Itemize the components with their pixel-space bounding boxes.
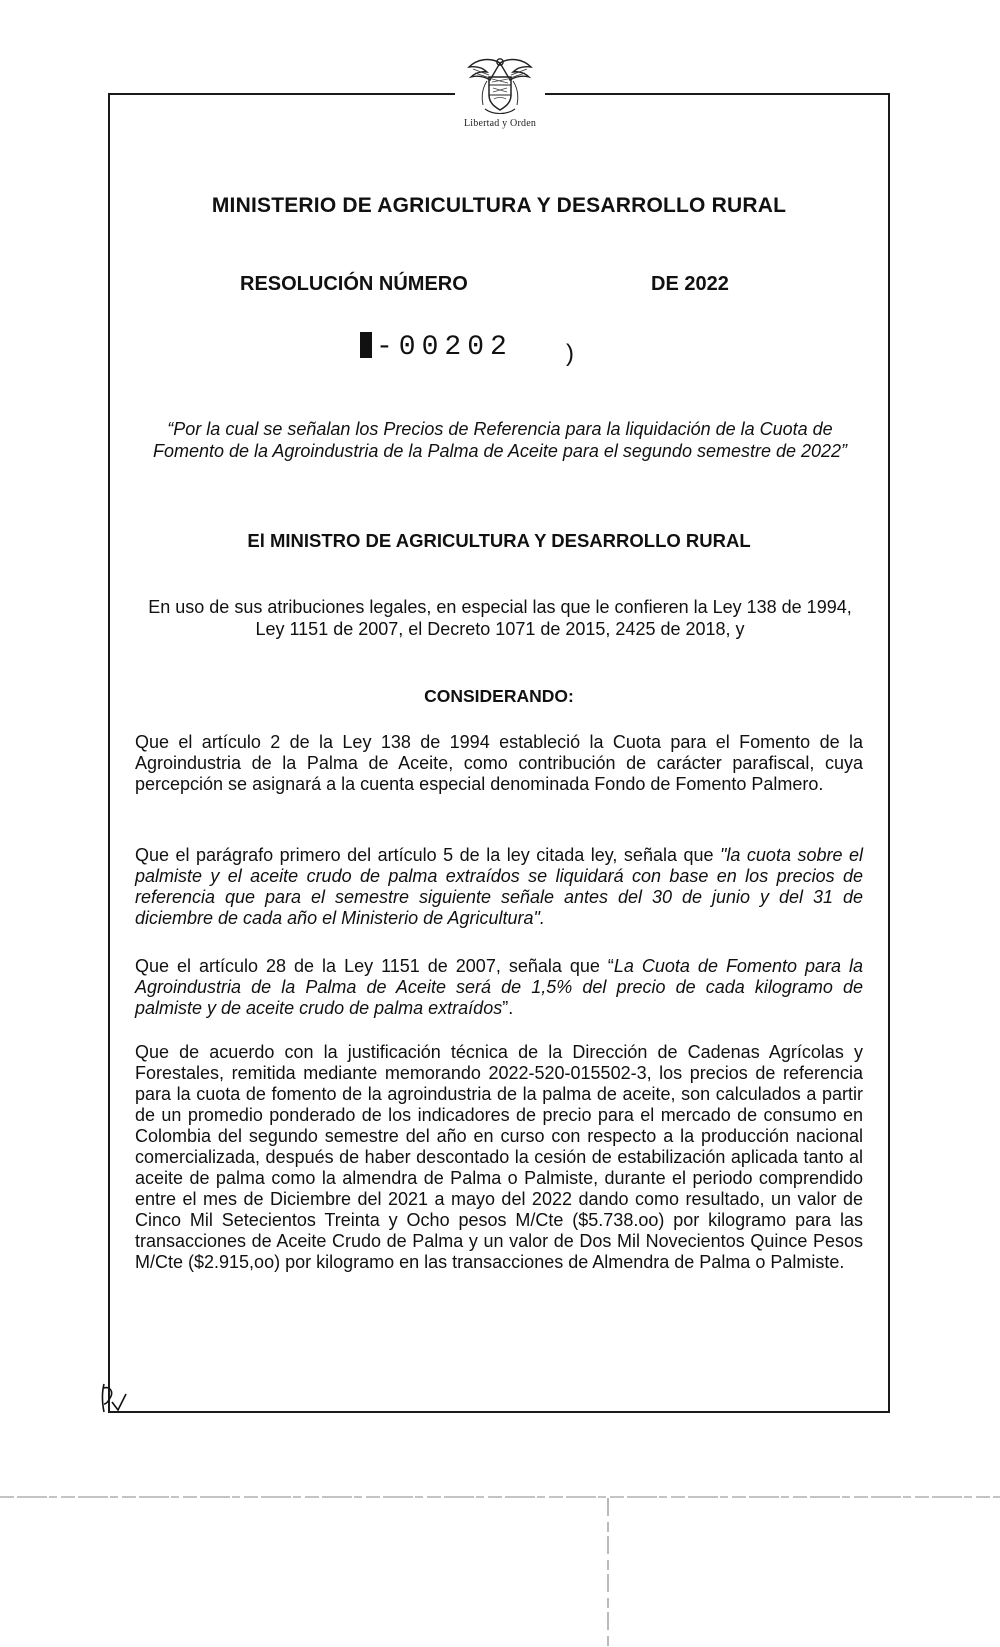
paragraph-3-end: ”. (502, 998, 514, 1018)
considering-paragraph-1: Que el artículo 2 de la Ley 138 de 1994 estableció la Cuota para el Fomento de la Agroindustria de la Palma de Aceite, como contribución de carácter parafiscal, cuya percepción se asignará a la cuenta especial denominada Fondo de Fomento Palmero. (135, 732, 863, 794)
considering-paragraph-3 (135, 956, 863, 1019)
considering-paragraph-4: Que de acuerdo con la justificación técnica de la Dirección de Cadenas Agrícolas y Forestales, remitida mediante memorando 2022-520-015502-3, los precios de referencia para la cuota de fomento de la agroindustria de la palma de aceite, son calculados a partir de un promedio ponderado de los indicadores de precio para el mercado de consumo en Colombia del segundo semestre del año en curso con respecto a la producción nacional comercializada, después de haber descontado la cesión de estabilización aplicada tanto al aceite de palma como la almendra de Palma o Palmiste, durante el periodo comprendido entre el mes de Diciembre del 2021 a mayo del 2022 dando como resultado, un valor de Cinco Mil Setecientos Treinta y Ocho pesos M/Cte ($5.738.oo) por kilogramo para las transacciones de Aceite Crudo de Palma y un valor de Dos Mil Novecientos Quince Pesos M/Cte ($2.915,oo) por kilogramo en las transacciones de Almendra de Palma o Palmiste. (135, 1042, 863, 1272)
paragraph-2-quote: "la cuota sobre el palmiste y el aceite crudo de palma extraídos se liquidará con base en los precios de referencia que para el semestre siguiente señale antes del 30 de junio y del 31 de diciembre de cada año el Ministerio de Agricultura". (135, 845, 863, 928)
paragraph-3-intro: Que el artículo 28 de la Ley 1151 de 2007, señala que “ (135, 956, 614, 976)
resolution-number (360, 332, 513, 363)
considering-heading: CONSIDERANDO: (424, 686, 574, 706)
resolution-year: DE 2022 (651, 273, 729, 295)
scan-edge-line (0, 1496, 1000, 1498)
resolution-closing-paren: ) (566, 340, 574, 367)
paragraph-2-intro: Que el parágrafo primero del artículo 5 de la ley citada ley, señala que (135, 845, 721, 865)
crest-motto: Libertad y Orden (463, 118, 537, 129)
coat-of-arms-icon (465, 55, 535, 117)
resolution-title: “Por la cual se señalan los Precios de Referencia para la liquidación de la Cuota de Fomento de la Agroindustria de la Palma de Aceite para el segundo semestre de 2022” (152, 419, 848, 461)
considering-paragraph-2 (135, 845, 863, 929)
legal-powers: En uso de sus atribuciones legales, en especial las que le confieren la Ley 138 de 1994, Ley 1151 de 2007, el Decreto 1071 de 2015, 2425 de 2018, y (148, 597, 852, 639)
minister-heading: El MINISTRO DE AGRICULTURA Y DESARROLLO RURAL (247, 530, 751, 551)
handwritten-initial-icon (98, 1380, 128, 1415)
scan-fold-line (607, 1498, 609, 1647)
paragraph-3-quote: La Cuota de Fomento para la Agroindustria de la Palma de Aceite será de 1,5% del precio de cada kilogramo de palmiste y de aceite crudo de palma extraídos (135, 956, 863, 1018)
resolution-number-digits: -00202 (376, 332, 513, 363)
stamp-mark (360, 332, 372, 358)
resolution-label: RESOLUCIÓN NÚMERO (240, 273, 468, 295)
crest (455, 55, 545, 135)
ministry-heading: MINISTERIO DE AGRICULTURA Y DESARROLLO RURAL (211, 194, 787, 217)
